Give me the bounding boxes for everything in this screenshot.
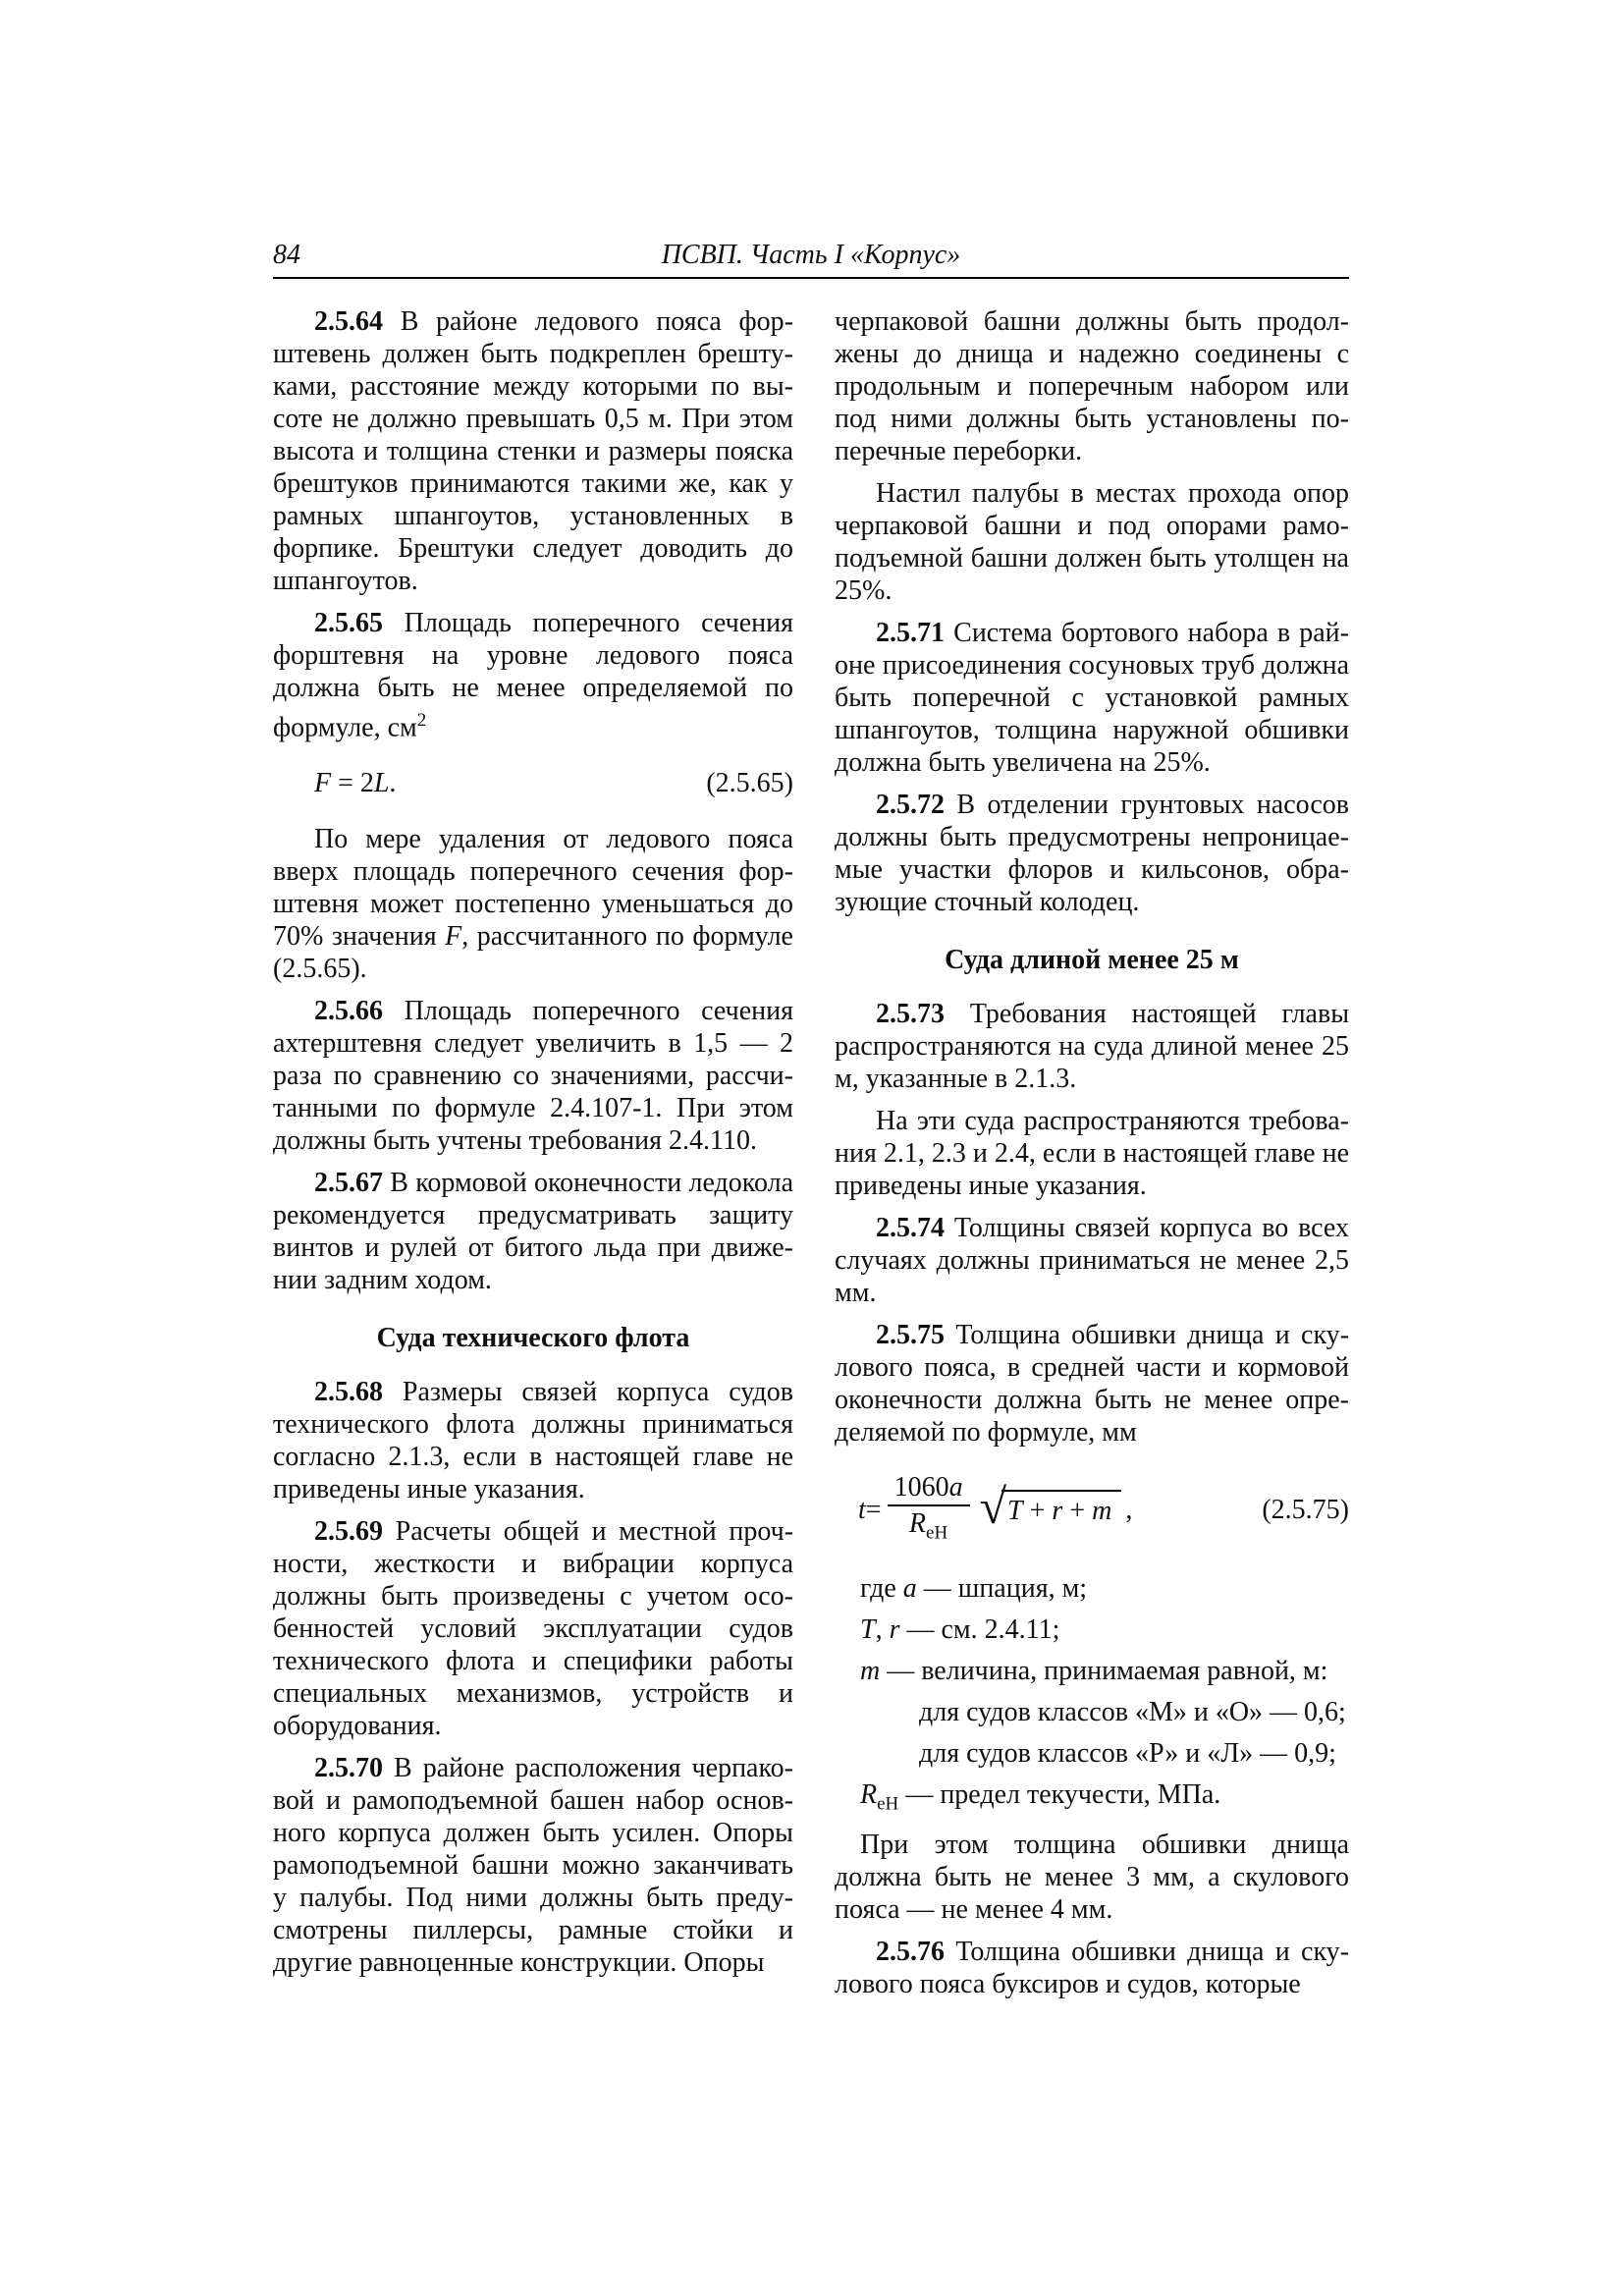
- text-run: =: [865, 1495, 882, 1526]
- formula-body: [858, 1472, 1132, 1549]
- paragraph: [835, 477, 1349, 607]
- paragraph: [273, 1752, 793, 1979]
- text-run: F: [445, 921, 462, 953]
- paragraph: [273, 1376, 793, 1505]
- page-number: 84: [273, 240, 300, 270]
- text-run: 2.5.69: [314, 1516, 396, 1548]
- paragraph: [835, 1105, 1349, 1202]
- radical-sign: √: [979, 1478, 1007, 1534]
- text-run: .: [389, 768, 397, 799]
- text-run: Суда длиной менее 25 м: [945, 945, 1239, 975]
- text-run: Настил палубы в местах прохода опор черпаковой башни и под опорами рамоподъемной башни должен быть утолщен на 25%.: [835, 478, 1349, 606]
- text-run: 2.5.68: [314, 1377, 403, 1408]
- text-run: Требования настоящей главы распространяются на суда длиной менее 25 м, указанные в 2.1.3.: [835, 999, 1350, 1094]
- text-run: еН: [877, 1793, 899, 1815]
- paragraph: [835, 789, 1349, 918]
- paragraph: [273, 823, 793, 985]
- text-run: — см. 2.4.11;: [899, 1613, 1060, 1645]
- text-run: a: [902, 1572, 917, 1604]
- header-rule: [273, 277, 1349, 279]
- formula-number: (2.5.65): [706, 768, 793, 799]
- text-columns: [273, 305, 1349, 2010]
- paragraph: [835, 305, 1349, 467]
- section-heading: [835, 944, 1349, 976]
- text-run: m: [860, 1655, 881, 1686]
- text-run: +: [1062, 1495, 1093, 1526]
- text-run: 2.5.74: [876, 1213, 954, 1243]
- text-run: , рассчитанного по формуле (2.5.65).: [273, 921, 793, 985]
- paragraph: [835, 1212, 1349, 1309]
- text-run: В районе расположения черпаковой и рамоподъемной башен набор основного корпуса должен быть усилен. Опоры рамоподъемной башни можно заканчивать у палубы. Под ними должны быть предусмотрены пиллерсы, рамные стойки и другие равноценные конструкции. Опоры: [273, 1753, 793, 1979]
- fraction-numerator: [888, 1472, 970, 1506]
- formula: [273, 767, 793, 799]
- text-run: 2.5.76: [876, 1937, 956, 1968]
- text-run: = 2: [331, 768, 374, 799]
- running-header: [273, 239, 1349, 272]
- text-run: Площадь поперечного сечения форштевня на уровне ледового пояса должна быть не менее определяемой по формуле, см: [273, 608, 793, 743]
- text-run: По мере удаления от ледового пояса вверх площадь поперечного сечения форштевня может постепенно уменьшаться до 70% значения: [273, 824, 793, 953]
- text-run: 2.5.70: [314, 1753, 395, 1784]
- paragraph: [273, 1167, 793, 1296]
- text-run: для судов классов «Р» и «Л» — 0,9;: [919, 1737, 1336, 1769]
- text-run: Толщины связей корпуса во всех случаях должны приниматься не менее 2,5 мм.: [835, 1213, 1349, 1308]
- definition-line: [835, 1613, 1349, 1646]
- paragraph: [273, 995, 793, 1157]
- header-title: ПСВП. Часть I «Корпус»: [661, 240, 961, 270]
- text-run: a: [948, 1472, 963, 1503]
- definition-line: [835, 1572, 1349, 1605]
- text-run: L: [373, 768, 390, 799]
- text-run: В районе ледового пояса форштевень должен быть подкреплен брештуками, расстояние между которыми по высоте не должно превышать 0,5 м. При этом высота и толщина стенки и размеры пояска брештуков принимаются такими же, как у рамных шпангоутов, установленных в форпике. Брештуки следует доводить до шпангоутов.: [273, 306, 794, 596]
- text-run: — предел текучести, МПа.: [898, 1778, 1221, 1810]
- text-run: В кормовой оконечности ледокола рекомендуется предусматривать защиту винтов и рулей от битого льда при движении задним ходом.: [273, 1168, 794, 1296]
- text-run: Система бортового набора в районе присоединения сосуновых труб должна быть поперечной с установкой рамных шпангоутов, толщина наружной обшивки должна быть увеличена на 25%.: [835, 618, 1349, 778]
- definition-line: [835, 1655, 1349, 1687]
- paragraph: [835, 998, 1349, 1095]
- fraction: [888, 1472, 970, 1549]
- paragraph: [273, 1515, 793, 1742]
- right-column: [835, 305, 1349, 2010]
- text-run: 2.5.65: [314, 608, 405, 638]
- text-run: В отделении грунтовых насосов должны быть предусмотрены непроницаемые участки флоров и кильсонов, образующие сточный колодец.: [835, 790, 1349, 917]
- text-run: — шпация, м;: [916, 1572, 1088, 1604]
- text-run: r: [1052, 1495, 1063, 1526]
- paragraph: [273, 305, 793, 597]
- text-run: На эти суда распространяются требования 2.1, 2.3 и 2.4, если в настоящей главе не приведены иные указания.: [835, 1106, 1349, 1201]
- paragraph: [835, 1829, 1349, 1926]
- text-run: R: [860, 1778, 878, 1810]
- text-run: где: [860, 1572, 903, 1604]
- formula: [835, 1472, 1349, 1549]
- text-run: 2.5.66: [314, 996, 405, 1027]
- text-run: для судов классов «М» и «О» — 0,6;: [919, 1696, 1346, 1727]
- text-run: 1060: [893, 1472, 949, 1503]
- fraction-denominator: [909, 1506, 947, 1549]
- text-run: еН: [926, 1522, 948, 1544]
- text-run: Толщина обшивки днища и скулового пояса, в средней части и кормовой оконечности должна быть не менее определяемой по формуле, мм: [835, 1320, 1350, 1448]
- definition-line: [835, 1778, 1349, 1821]
- text-run: 2.5.64: [314, 306, 401, 337]
- text-run: Размеры связей корпуса судов технического флота должны приниматься согласно 2.1.3, если в настоящей главе не приведены иные указания.: [273, 1377, 793, 1505]
- text-run: 2: [416, 710, 427, 731]
- formula-body: [314, 767, 396, 799]
- text-run: При этом толщина обшивки днища должна быть не менее 3 мм, а скулового пояса — не менее 4 мм.: [835, 1830, 1349, 1926]
- text-run: F: [314, 768, 332, 799]
- paragraph: [835, 1319, 1349, 1449]
- text-run: черпаковой башни должны быть продолжены до днища и надежно соединены с продольным и поперечным набором или под ними должны быть установлены поперечные переборки.: [835, 306, 1349, 466]
- text-run: 2.5.67: [314, 1168, 391, 1199]
- paragraph: [273, 607, 793, 743]
- square-root: [979, 1478, 1122, 1535]
- text-run: R: [908, 1508, 927, 1539]
- text-run: 2.5.72: [876, 790, 957, 820]
- text-run: — величина, принимаемая равной, м:: [880, 1655, 1328, 1686]
- text-run: +: [1022, 1495, 1053, 1526]
- left-column: [273, 305, 793, 2010]
- text-run: Суда технического флота: [376, 1323, 690, 1354]
- text-run: ,: [875, 1613, 890, 1645]
- text-run: t: [858, 1495, 866, 1526]
- text-run: T: [1007, 1495, 1023, 1526]
- text-run: r: [889, 1613, 900, 1645]
- text-run: m: [1092, 1495, 1112, 1526]
- text-run: Толщина обшивки днища и скулового пояса буксиров и судов, которые: [835, 1937, 1350, 2000]
- text-run: 2.5.75: [876, 1320, 956, 1350]
- formula-trail: ,: [1125, 1495, 1133, 1526]
- paragraph: [835, 617, 1349, 779]
- paragraph: [835, 1936, 1349, 2000]
- formula-number: (2.5.75): [1262, 1495, 1349, 1526]
- radicand: [1001, 1490, 1121, 1527]
- text-run: T: [860, 1613, 876, 1645]
- definition-line: [835, 1737, 1349, 1770]
- text-run: Площадь поперечного сечения ахтерштевня следует увеличить в 1,5 — 2 раза по сравнению со значениями, рассчитанными по формуле 2.4.107-1. При этом должны быть учтены требования 2.4.110.: [273, 996, 793, 1157]
- text-run: 2.5.73: [876, 999, 970, 1029]
- section-heading: [273, 1322, 793, 1354]
- text-run: Расчеты общей и местной прочности, жесткости и вибрации корпуса должны быть произведены с учетом особенностей условий эксплуатации судов технического флота и специфики работы специальных механизмов, устройств и оборудования.: [273, 1516, 794, 1742]
- definition-line: [835, 1696, 1349, 1728]
- text-run: 2.5.71: [876, 618, 954, 648]
